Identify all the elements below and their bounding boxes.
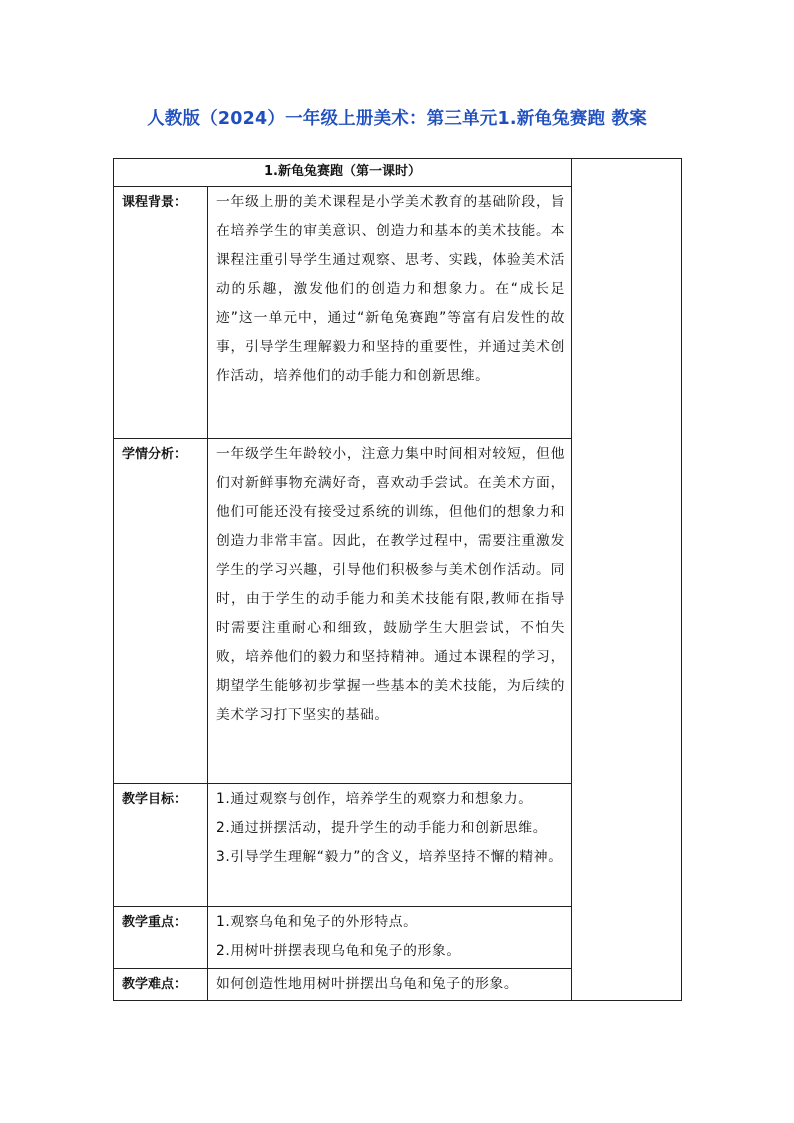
row-label-difficulties: 教学难点： [114,969,208,1001]
page-title: 人教版（2024）一年级上册美术：第三单元1.新龟兔赛跑 教案 [147,109,647,129]
row-label-objectives: 教学目标： [114,784,208,907]
lesson-title: 1.新龟兔赛跑（第一课时） [264,164,421,179]
empty-side-column [572,159,682,1001]
row-content-objectives [208,784,572,907]
row-label-background: 课程背景： [114,187,208,439]
row-content-key-points [208,907,572,969]
objective-item: 1.通过观察与创作，培养学生的观察力和想象力。 [216,791,533,807]
lesson-title-cell [114,159,572,187]
row-content-background [208,187,572,439]
objective-item: 2.通过拼摆活动，提升学生的动手能力和创新思维。 [216,820,548,836]
content-paragraph: 一年级学生年龄较小，注意力集中时间相对较短，但他们对新鲜事物充满好奇，喜欢动手尝试。在美术方面，他们可能还没有接受过系统的训练，但他们的想象力和创造力非常丰富。因此，在教学过程中，需要注重激发学生的学习兴趣，引导他们积极参与美术创作活动。同时，由于学生的动手能力和美术技能有限,教师在指导时需要注重耐心和细致，鼓励学生大胆尝试，不怕失败，培养他们的毅力和坚持精神。通过本课程的学习，期望学生能够初步掌握一些基本的美术技能，为后续的美术学习打下坚实的基础。 [216,446,566,723]
difficulty-item: 如何创造性地用树叶拼摆出乌龟和兔子的形象。 [216,976,519,992]
row-label-key-points: 教学重点： [114,907,208,969]
row-label-student-analysis: 学情分析： [114,439,208,784]
content-paragraph: 一年级上册的美术课程是小学美术教育的基础阶段，旨在培养学生的审美意识、创造力和基本的美术技能。本课程注重引导学生通过观察、思考、实践，体验美术活动的乐趣，激发他们的创造力和想象力。在“成长足迹”这一单元中，通过“新龟兔赛跑”等富有启发性的故事，引导学生理解毅力和坚持的重要性，并通过美术创作活动，培养他们的动手能力和创新思维。 [216,194,566,384]
row-content-student-analysis [208,439,572,784]
row-content-difficulties [208,969,572,1001]
key-point-item: 2.用树叶拼摆表现乌龟和兔子的形象。 [216,943,461,959]
objective-item: 3.引导学生理解“毅力”的含义，培养坚持不懈的精神。 [216,849,563,865]
lesson-plan-table [113,158,681,1001]
key-point-item: 1.观察乌龟和兔子的外形特点。 [216,914,418,930]
